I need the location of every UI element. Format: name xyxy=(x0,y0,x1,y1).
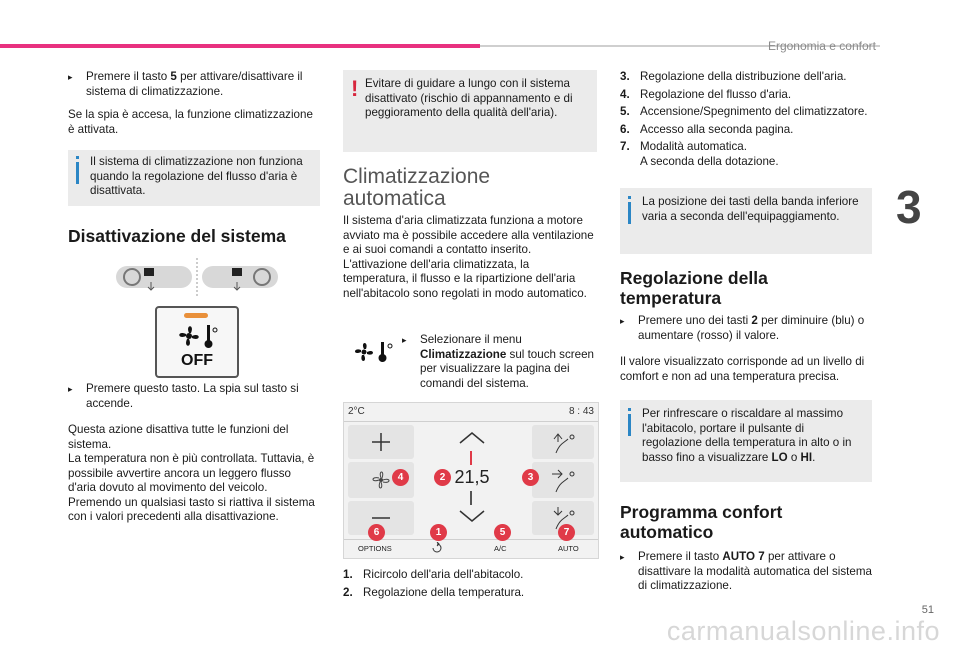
bullet-menu: ▸ Selezionare il menu Climatizzazione sul touch screen per visualizzare la pagina dei comandi del sistema. xyxy=(402,333,594,390)
paragraph-comfort: Il valore visualizzato corrisponde ad un livello di comfort e non ad una temperatura precisa. xyxy=(620,355,865,383)
recirculation-icon[interactable] xyxy=(430,542,444,554)
callout-badge: 5 xyxy=(494,524,511,541)
section-title-climatizzazione: Climatizzazione automatica xyxy=(343,165,491,210)
callout-badge: 2 xyxy=(434,469,451,486)
callout-badge: 6 xyxy=(368,524,385,541)
list-item: 1. Ricircolo dell'aria dell'abitacolo. xyxy=(343,568,524,581)
bullet-off: ▸ Premere questo tasto. La spia sul tasto si accende. xyxy=(68,382,299,410)
list-item: 2. Regolazione della temperatura. xyxy=(343,585,525,599)
header-accent-bar xyxy=(0,44,480,48)
paragraph-disattivazione: Questa azione disattiva tutte le funzioni del sistema. La temperatura non è più controllata. Tuttavia, è possibile avvertire ancora un leggero flusso d'aria dovuto al movimento del veicolo. Premendo un qualsiasi tasto si riattiva il sistema con i valori precedenti alla disattivazione. xyxy=(68,423,315,523)
page-number: 51 xyxy=(921,604,934,616)
temperature-value: 21,5 xyxy=(454,467,490,487)
info-icon xyxy=(628,408,631,411)
warning-icon: ! xyxy=(351,76,359,101)
info-icon xyxy=(76,156,79,159)
auto-button[interactable]: AUTO xyxy=(558,544,579,553)
bullet-marker-icon: ▸ xyxy=(620,552,625,562)
bullet-marker-icon: ▸ xyxy=(620,316,625,326)
info-note: Il sistema di climatizzazione non funziona quando la regolazione del flusso d'aria è disattivata. xyxy=(68,150,320,206)
distribution-face-button[interactable] xyxy=(532,462,594,498)
bullet-activate: ▸ Premere il tasto 5 per attivare/disattivare il sistema di climatizzazione. xyxy=(68,70,303,98)
climate-touchscreen xyxy=(343,402,599,559)
indicator-light-icon xyxy=(184,313,208,318)
chapter-number: 3 xyxy=(896,181,922,233)
clock: 8 : 43 xyxy=(568,406,594,417)
bullet-marker-icon: ▸ xyxy=(68,384,73,394)
distribution-windscreen-button[interactable] xyxy=(532,425,594,459)
windscreen-airflow-icon xyxy=(532,425,594,459)
info-icon xyxy=(628,196,631,199)
info-note: La posizione dei tasti della banda inferiore varia a seconda dell'equipaggiamento. xyxy=(620,188,872,254)
callout-badge: 3 xyxy=(522,469,539,486)
bullet-temperature: ▸ Premere uno dei tasti 2 per diminuire (blu) o aumentare (rosso) il valore. xyxy=(620,314,865,342)
heading-regolazione: Regolazione della temperatura xyxy=(620,268,768,308)
warning-note: ! Evitare di guidare a lungo con il sistema disattivato (rischio di appannamento e di peggioramento della qualità dell'aria). xyxy=(343,70,597,152)
list-item: 6. Accesso alla seconda pagina. xyxy=(620,122,794,136)
options-button[interactable]: OPTIONS xyxy=(358,544,392,553)
temperature-up-icon[interactable] xyxy=(452,429,492,447)
list-item: 7. Modalità automatica. A seconda della dotazione. xyxy=(620,140,779,168)
bullet-marker-icon: ▸ xyxy=(68,72,73,82)
paragraph-climatizzazione: Il sistema d'aria climatizzata funziona a motore avviato ma è possibile accedere alla ventilazione e ai suoi comandi a contatto inserito. L'attivazione dell'aria climatizzata, la temperatura, il flusso e la ripartizione dell'aria nell'abitacolo sono regolati in modo automatico. xyxy=(343,214,594,300)
callout-badge: 7 xyxy=(558,524,575,541)
info-note: Per rinfrescare o riscaldare al massimo l'abitacolo, portare il pulsante di regolazione della temperatura in alto o in basso fino a visualizzare LO o HI. xyxy=(620,400,872,482)
list-item: 3. Regolazione della distribuzione dell'aria. xyxy=(620,70,847,83)
callout-badge: 4 xyxy=(392,469,409,486)
dashboard-buttons-illustration xyxy=(112,258,282,298)
face-airflow-icon xyxy=(532,462,594,498)
callout-badge: 1 xyxy=(430,524,447,541)
recirculation-plus-button[interactable] xyxy=(348,425,414,459)
outside-temperature: 2°C xyxy=(348,406,365,417)
climate-menu-icon xyxy=(350,338,400,366)
section-title: Ergonomia e confort xyxy=(767,39,876,53)
legend-list-2 xyxy=(620,70,872,172)
list-item: 4. Regolazione del flusso d'aria. xyxy=(620,87,792,101)
list-item: 5. Accensione/Spegnimento del climatizzatore. xyxy=(620,105,868,118)
heading-programma: Programma confort automatico xyxy=(620,502,783,542)
fan-icon xyxy=(175,322,219,350)
legend-list-1 xyxy=(343,568,597,603)
temperature-down-icon[interactable] xyxy=(452,507,492,525)
bullet-auto: ▸ Premere il tasto AUTO 7 per attivare o disattivare la modalità automatica del sistema di climatizzazione. xyxy=(620,550,872,592)
plus-icon xyxy=(348,425,414,459)
heading-disattivazione: Disattivazione del sistema xyxy=(68,226,286,246)
paragraph-spia: Se la spia è accesa, la funzione climatizzazione è attivata. xyxy=(68,108,313,136)
bullet-marker-icon: ▸ xyxy=(402,335,407,345)
watermark: carmanualsonline.info xyxy=(666,616,940,646)
off-button-illustration: OFF xyxy=(155,306,239,378)
ac-button[interactable]: A/C xyxy=(494,544,507,553)
